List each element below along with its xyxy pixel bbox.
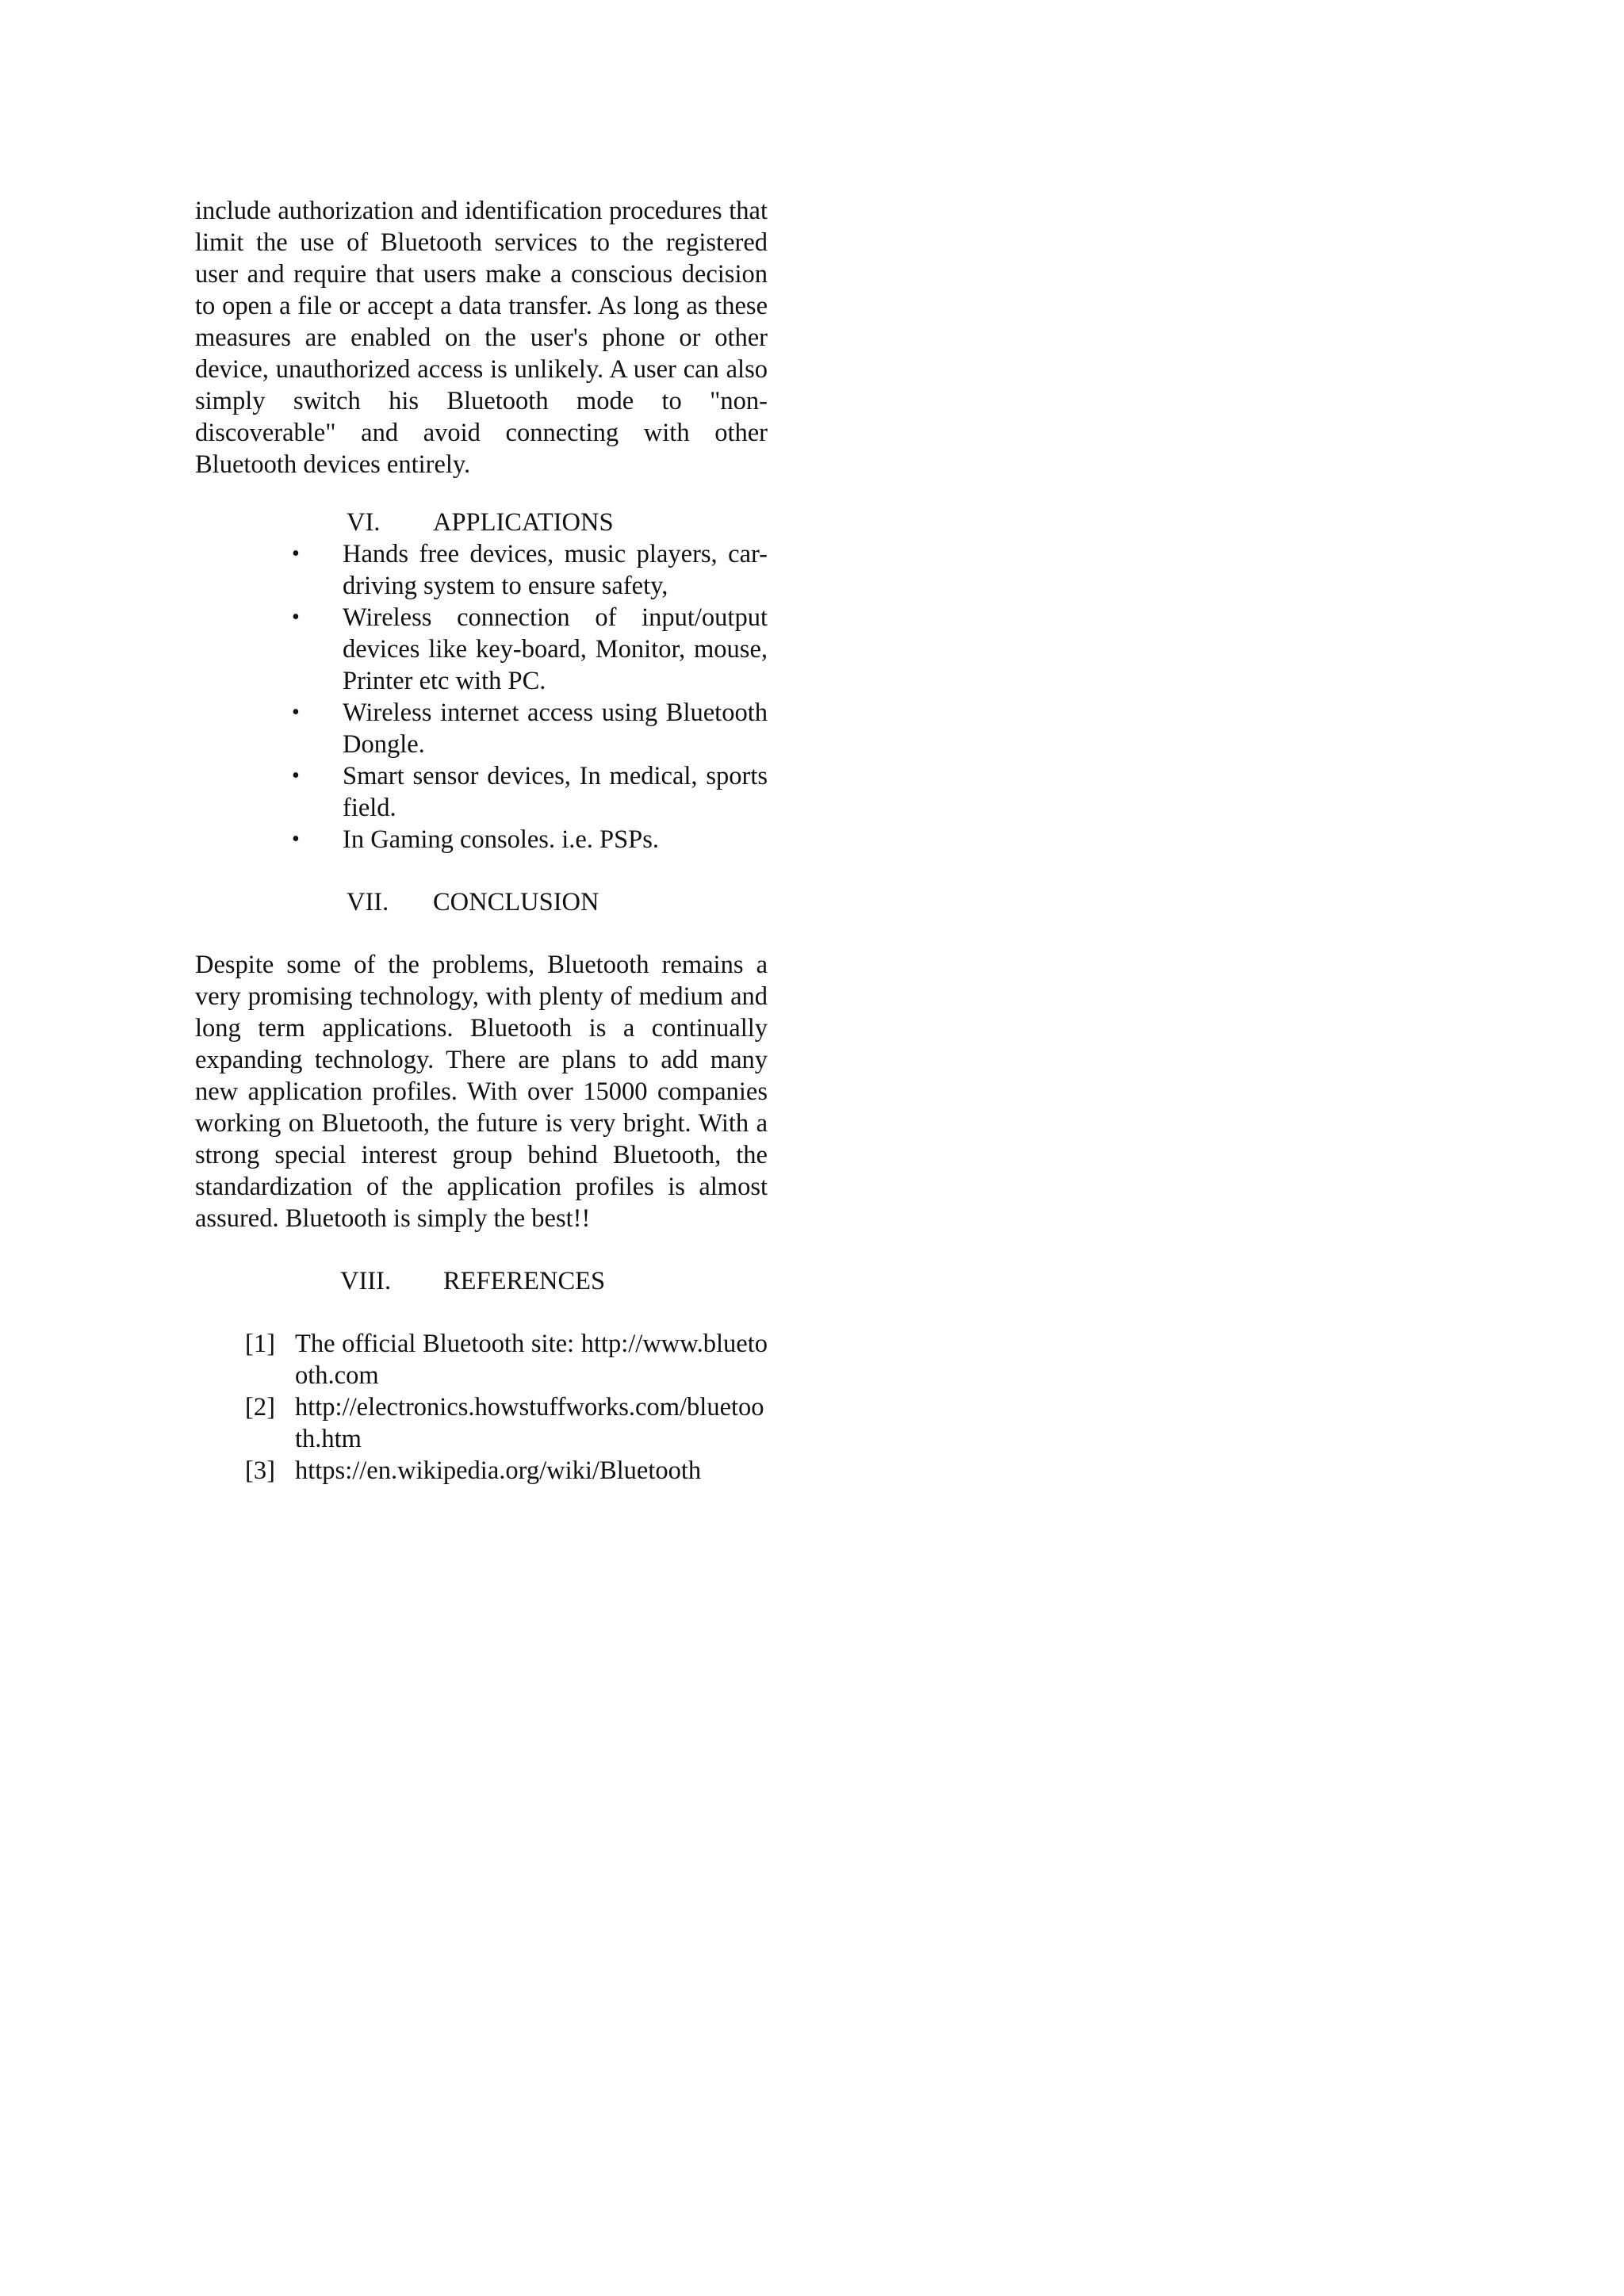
list-item-text: Wireless connection of input/output devices like key-board, Monitor, mouse, Printer etc with PC. bbox=[343, 603, 768, 695]
list-item bbox=[292, 602, 768, 697]
reference-item bbox=[245, 1328, 768, 1391]
applications-heading-number: VI. bbox=[347, 508, 381, 537]
applications-heading bbox=[347, 507, 768, 538]
applications-list bbox=[195, 538, 768, 855]
reference-text[interactable]: http://electronics.howstuffworks.com/bluetooth.htm bbox=[295, 1393, 764, 1453]
list-item bbox=[292, 697, 768, 760]
list-item bbox=[292, 760, 768, 824]
conclusion-heading-number: VII. bbox=[347, 888, 389, 916]
references-list bbox=[195, 1328, 768, 1487]
references-heading bbox=[340, 1265, 768, 1297]
bullet-icon: • bbox=[292, 763, 300, 788]
intro-paragraph: include authorization and identification procedures that limit the use of Bluetooth services to the registered user and require that users make a conscious decision to open a file or accept a data transfer. As long as these measures are enabled on the user's phone or other device, unauthorized access is unlikely. A user can also simply switch his Bluetooth mode to "non-discoverable" and avoid connecting with other Bluetooth devices entirely. bbox=[195, 197, 768, 479]
list-item-text: Smart sensor devices, In medical, sports field. bbox=[343, 762, 768, 822]
list-item bbox=[292, 824, 768, 855]
text-column bbox=[195, 195, 768, 1487]
conclusion-heading bbox=[347, 886, 768, 918]
reference-text[interactable]: https://en.wikipedia.org/wiki/Bluetooth bbox=[295, 1456, 702, 1485]
reference-item bbox=[245, 1391, 768, 1455]
references-heading-title: REFERENCES bbox=[443, 1267, 606, 1295]
bullet-icon: • bbox=[292, 605, 300, 629]
list-item-text: Wireless internet access using Bluetooth Dongle. bbox=[343, 698, 768, 759]
conclusion-heading-title: CONCLUSION bbox=[433, 888, 599, 916]
reference-label: [1] bbox=[245, 1330, 275, 1358]
list-item bbox=[292, 538, 768, 602]
bullet-icon: • bbox=[292, 700, 300, 725]
reference-label: [3] bbox=[245, 1456, 275, 1485]
applications-heading-title: APPLICATIONS bbox=[433, 508, 614, 537]
list-item-text: In Gaming consoles. i.e. PSPs. bbox=[343, 825, 660, 854]
references-heading-number: VIII. bbox=[340, 1267, 392, 1295]
conclusion-paragraph: Despite some of the problems, Bluetooth remains a very promising technology, with plenty of medium and long term applications. Bluetooth is a continually expanding technology. There are plans to add many new application profiles. With over 15000 companies working on Bluetooth, the future is very bright. With a strong special interest group behind Bluetooth, the standardization of the application profiles is almost assured. Bluetooth is simply the best!! bbox=[195, 951, 768, 1233]
list-item-text: Hands free devices, music players, car-driving system to ensure safety, bbox=[343, 540, 768, 600]
reference-text[interactable]: The official Bluetooth site: http://www.bluetooth.com bbox=[295, 1330, 768, 1390]
bullet-icon: • bbox=[292, 541, 300, 566]
reference-label: [2] bbox=[245, 1393, 275, 1422]
reference-item bbox=[245, 1455, 768, 1487]
bullet-icon: • bbox=[292, 827, 300, 851]
